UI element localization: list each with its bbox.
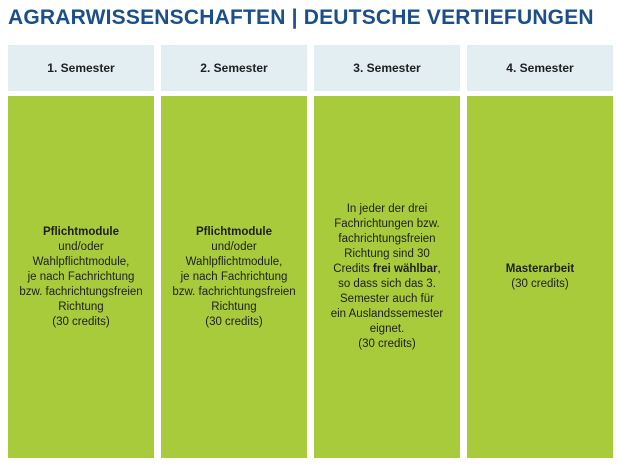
- semester-3-highlight: frei wählbar: [372, 263, 438, 275]
- semester-3-line: ein Auslandssemester: [330, 308, 444, 320]
- semester-3-line: Fachrichtungen bzw.: [334, 218, 440, 230]
- semester-2-credits: (30 credits): [205, 315, 263, 328]
- semester-2-header: 2. Semester: [161, 45, 307, 91]
- semester-2-line: bzw. fachrichtungsfreien: [172, 285, 296, 298]
- semester-3-line: eignet.: [369, 323, 405, 335]
- semester-3-mixed-line: [333, 262, 440, 277]
- semester-3-line: Richtung sind 30: [344, 248, 430, 260]
- semester-3-credits: (30 credits): [358, 338, 416, 350]
- semester-1-line: und/oder: [58, 240, 104, 253]
- semester-4-header: 4. Semester: [467, 45, 613, 91]
- semester-1-line: bzw. fachrichtungsfreien: [19, 285, 143, 298]
- semester-1-line: Wahlpflichtmodule,: [32, 255, 130, 268]
- semester-2-heading: Pflichtmodule: [195, 225, 273, 238]
- semester-3-mixed-suffix: ,: [437, 263, 441, 275]
- semester-3-mixed-prefix: Credits: [333, 263, 373, 275]
- semester-1-line: Richtung: [58, 300, 104, 313]
- semester-1-heading: Pflichtmodule: [42, 225, 120, 238]
- semester-1-line: je nach Fachrichtung: [27, 270, 135, 283]
- semester-1-credits: (30 credits): [52, 315, 110, 328]
- semester-3-content: [314, 96, 460, 458]
- semester-1-content: [8, 96, 154, 458]
- semester-4-heading: Masterarbeit: [505, 263, 575, 275]
- semester-2-line: Wahlpflichtmodule,: [185, 255, 283, 268]
- semester-3-line: fachrichtungsfreien: [338, 233, 436, 245]
- page-title: AGRARWISSENSCHAFTEN | DEUTSCHE VERTIEFUNGEN: [8, 6, 594, 29]
- semester-4-credits: (30 credits): [511, 278, 569, 290]
- semester-2-content: [161, 96, 307, 458]
- semester-3-line: so dass sich das 3.: [338, 278, 436, 290]
- semester-2-line: je nach Fachrichtung: [180, 270, 288, 283]
- semester-4-content: [467, 96, 613, 458]
- semester-2-line: und/oder: [211, 240, 257, 253]
- semester-3-line: In jeder der drei: [346, 203, 428, 215]
- semester-2-line: Richtung: [211, 300, 257, 313]
- semester-3-line: Semester auch für: [340, 293, 434, 305]
- semester-3-header: 3. Semester: [314, 45, 460, 91]
- semester-1-header: 1. Semester: [8, 45, 154, 91]
